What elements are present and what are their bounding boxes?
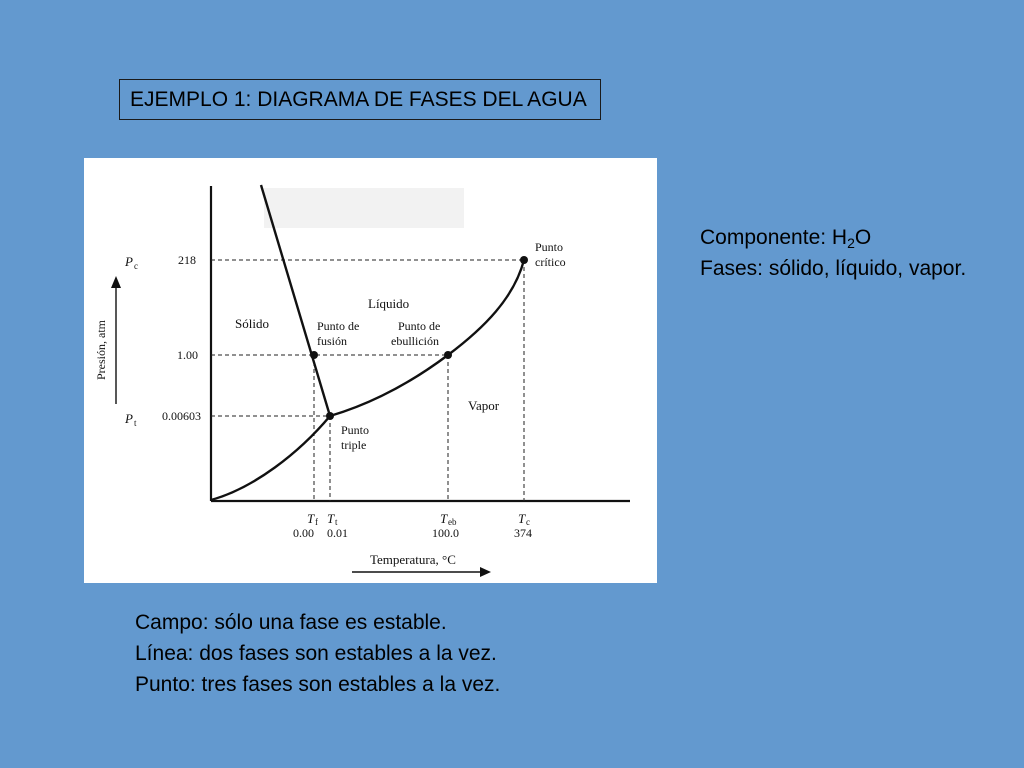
critical-point-dot [520,256,528,264]
component-info [700,222,966,284]
note-line: Línea: dos fases son estables a la vez. [135,642,497,665]
triple-point-label-1: Punto [341,423,370,437]
y-tick-pt-sub: t [134,418,137,428]
x-tick-tc-symbol: T [518,511,526,526]
x-tick-tc-value: 374 [514,526,532,540]
fusion-point-label-1: Punto de [317,319,360,333]
critical-point-label-1: Punto [535,240,564,254]
speckle-area [264,188,464,228]
fusion-point-dot [310,351,318,359]
note-point: Punto: tres fases son estables a la vez. [135,673,501,696]
region-vapor-label: Vapor [468,398,500,413]
y-tick-pt-value: 0.00603 [162,409,201,423]
x-tick-teb-symbol: T [440,511,448,526]
region-solid-label: Sólido [235,316,269,331]
notes-block [135,607,500,700]
phases-line: Fases: sólido, líquido, vapor. [700,257,967,280]
x-tick-tt-sub: t [335,517,338,527]
x-tick-tc-sub: c [526,517,530,527]
boiling-point-label-2: ebullición [391,334,439,348]
note-field: Campo: sólo una fase es estable. [135,611,447,634]
x-tick-tf-sub: f [315,517,318,527]
x-tick-tf-value: 0.00 [293,526,314,540]
y-tick-pc-value: 218 [178,253,196,267]
component-end: O [854,226,872,249]
x-tick-tf-symbol: T [307,511,315,526]
x-tick-tt-symbol: T [327,511,335,526]
phase-diagram [84,158,657,583]
y-axis-label: Presión, atm [94,320,108,380]
component-line [700,222,966,253]
boiling-point-label-1: Punto de [398,319,441,333]
y-tick-pc-sub: c [134,261,138,271]
region-liquid-label: Líquido [368,296,410,311]
y-tick-one-value: 1.00 [177,348,198,362]
fusion-point-label-2: fusión [317,334,347,348]
y-arrow-head [111,276,121,288]
x-tick-teb-value: 100.0 [432,526,459,540]
x-axis-label: Temperatura, °C [370,552,456,567]
component-label: Componente: H [700,226,848,249]
y-tick-pc-symbol: P [125,254,133,269]
triple-point-label-2: triple [341,438,367,452]
slide-title: EJEMPLO 1: DIAGRAMA DE FASES DEL AGUA [119,79,601,120]
component-subscript: 2 [847,235,855,251]
y-tick-pt-symbol: P [125,411,133,426]
triple-point-dot [326,412,334,420]
boiling-point-dot [444,351,452,359]
sublimation-curve [211,416,330,500]
phase-diagram-panel [84,158,657,583]
x-tick-teb-sub: eb [448,517,457,527]
critical-point-label-2: crítico [535,255,566,269]
x-arrow-head [480,567,491,577]
x-tick-tt-value: 0.01 [327,526,348,540]
